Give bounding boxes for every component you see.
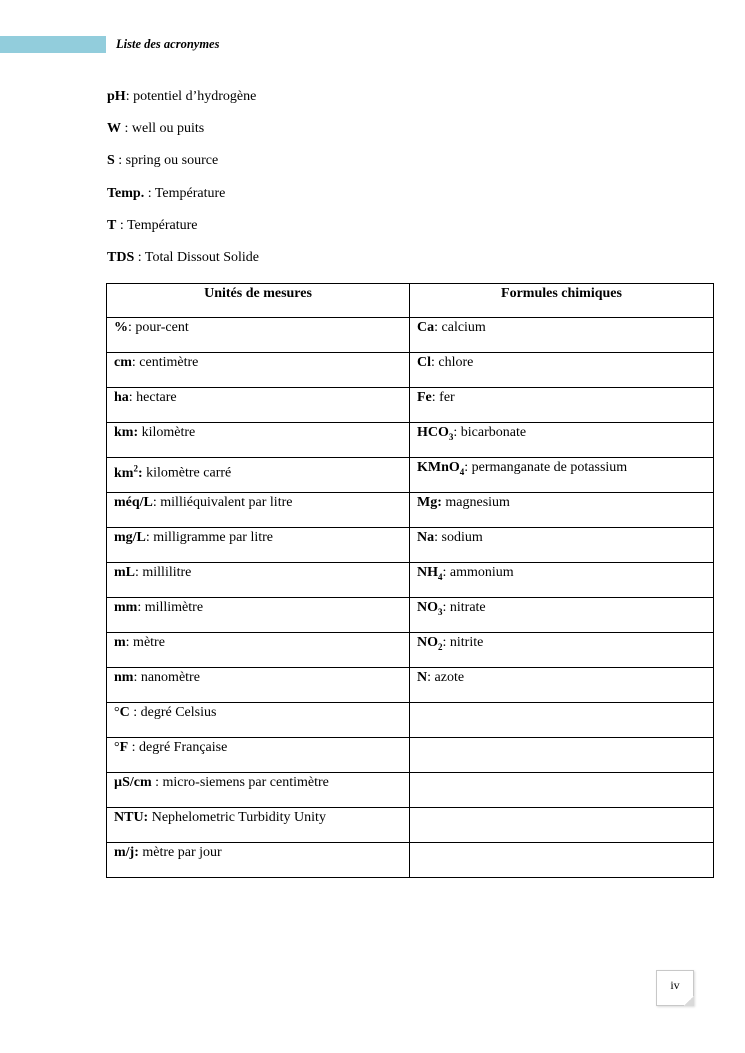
abbr-superscript: 2	[133, 463, 138, 473]
cell-definition: : nanomètre	[133, 670, 200, 685]
abbr-text: N	[417, 670, 428, 685]
table-header-row	[107, 284, 714, 318]
degree-symbol: °	[114, 740, 120, 755]
unit-cell	[107, 528, 410, 563]
abbr-subscript: 2	[438, 641, 443, 652]
formula-cell	[410, 703, 714, 738]
unit-cell	[107, 843, 410, 878]
unit-cell	[107, 808, 410, 843]
cell-abbr	[417, 635, 443, 650]
cell-abbr	[114, 845, 139, 860]
cell-abbr	[114, 495, 153, 510]
unit-cell	[107, 738, 410, 773]
acronym-item	[107, 218, 198, 234]
abbr-text: Fe	[417, 390, 432, 405]
abbr-text: %	[114, 320, 128, 335]
abbr-text: km	[114, 465, 134, 481]
acronym-item	[107, 153, 218, 169]
table-row	[107, 703, 714, 738]
table-row	[107, 493, 714, 528]
cell-definition: : sodium	[434, 530, 483, 545]
abbr-text: mL	[114, 565, 135, 580]
acronym-item	[107, 89, 256, 105]
abbr-text: Ca	[417, 320, 435, 335]
table-row	[107, 563, 714, 598]
cell-definition: mètre par jour	[138, 845, 222, 860]
units-formulas-table	[106, 283, 714, 878]
table-row	[107, 353, 714, 388]
abbr-suffix: :	[137, 465, 143, 481]
cell-definition: magnesium	[441, 495, 510, 510]
cell-definition: : ammonium	[442, 565, 514, 580]
abbr-text: mg/L	[114, 530, 146, 545]
abbr-text: Mg:	[417, 495, 442, 510]
cell-abbr	[417, 530, 434, 545]
cell-definition: : pour-cent	[128, 320, 189, 335]
cell-definition: : nitrite	[442, 635, 484, 650]
acronym-abbr: Temp.	[107, 186, 145, 201]
formula-cell	[410, 808, 714, 843]
unit-cell	[107, 318, 410, 353]
formula-cell	[410, 423, 714, 458]
cell-abbr	[114, 600, 137, 615]
cell-abbr	[114, 635, 126, 650]
acronym-definition: : Température	[144, 186, 226, 201]
column-header-formulas: Formules chimiques	[410, 284, 714, 318]
abbr-text: km:	[114, 425, 139, 440]
cell-definition: : millilitre	[135, 565, 192, 580]
acronym-definition: : spring ou source	[114, 153, 219, 168]
formula-cell	[410, 493, 714, 528]
formula-cell	[410, 738, 714, 773]
abbr-text: mm	[114, 600, 138, 615]
abbr-text: NO	[417, 635, 438, 650]
unit-cell	[107, 773, 410, 808]
acronym-abbr: S	[107, 153, 115, 168]
abbr-subscript: 3	[448, 431, 454, 442]
cell-definition: : hectare	[128, 390, 177, 405]
cell-abbr	[114, 810, 148, 825]
cell-definition: : fer	[431, 390, 455, 405]
table-row	[107, 318, 714, 353]
cell-definition: : milliéquivalent par litre	[152, 495, 293, 510]
abbr-subscript: 4	[438, 571, 443, 582]
table-row	[107, 633, 714, 668]
page-curl-icon	[684, 996, 694, 1006]
header-accent-bar	[0, 36, 106, 53]
abbr-text: Cl	[417, 355, 431, 370]
unit-cell	[107, 353, 410, 388]
table-row	[107, 668, 714, 703]
page-number-box	[656, 970, 694, 1006]
cell-abbr	[417, 320, 434, 335]
unit-cell	[107, 703, 410, 738]
cell-abbr	[417, 425, 453, 440]
cell-definition: : millimètre	[137, 600, 204, 615]
formula-cell	[410, 528, 714, 563]
unit-cell	[107, 388, 410, 423]
cell-abbr	[114, 320, 128, 335]
acronym-abbr: TDS	[107, 250, 135, 265]
cell-abbr	[114, 425, 138, 440]
abbr-text: HCO	[417, 425, 449, 440]
cell-definition: : bicarbonate	[453, 425, 527, 440]
unit-cell	[107, 563, 410, 598]
abbr-text: nm	[114, 670, 134, 685]
acronym-definition: : Température	[116, 218, 198, 233]
formula-cell	[410, 633, 714, 668]
abbr-text: m	[114, 635, 126, 650]
formula-cell	[410, 458, 714, 493]
abbr-subscript: 3	[438, 606, 443, 617]
acronym-item	[107, 186, 225, 202]
column-header-units: Unités de mesures	[107, 284, 410, 318]
cell-abbr	[114, 670, 133, 685]
unit-cell	[107, 598, 410, 633]
cell-abbr	[114, 390, 129, 405]
cell-definition: : mètre	[125, 635, 165, 650]
cell-abbr	[417, 390, 432, 405]
abbr-text: ha	[114, 390, 129, 405]
cell-definition: : degré Celsius	[129, 705, 217, 720]
abbr-text: NTU:	[114, 810, 149, 825]
unit-cell	[107, 423, 410, 458]
abbr-text: cm	[114, 355, 132, 370]
acronym-abbr: T	[107, 218, 117, 233]
abbr-subscript: 4	[459, 466, 465, 477]
table-row	[107, 738, 714, 773]
cell-definition: : degré Française	[128, 740, 228, 755]
abbr-text: KMnO	[417, 460, 460, 475]
cell-definition: : chlore	[431, 355, 474, 370]
cell-definition: : permanganate de potassium	[464, 460, 628, 475]
formula-cell	[410, 773, 714, 808]
acronym-abbr: W	[107, 121, 121, 136]
abbr-text: NO	[417, 600, 438, 615]
unit-cell	[107, 668, 410, 703]
unit-cell	[107, 458, 410, 493]
table-row	[107, 843, 714, 878]
abbr-text: méq/L	[114, 495, 153, 510]
formula-cell	[410, 843, 714, 878]
cell-definition: Nephelometric Turbidity Unity	[148, 810, 326, 825]
cell-abbr	[417, 355, 431, 370]
cell-abbr	[114, 355, 132, 370]
table-row	[107, 598, 714, 633]
table-row	[107, 423, 714, 458]
abbr-text: NH	[417, 565, 438, 580]
unit-cell	[107, 493, 410, 528]
formula-cell	[410, 388, 714, 423]
cell-abbr	[114, 565, 135, 580]
cell-definition: kilomètre	[138, 425, 196, 440]
cell-abbr	[120, 740, 129, 755]
table-row	[107, 388, 714, 423]
cell-abbr	[114, 775, 152, 790]
degree-symbol: °	[114, 705, 120, 720]
table-row	[107, 808, 714, 843]
abbr-text: C	[119, 705, 130, 720]
acronym-abbr: pH	[107, 89, 126, 104]
cell-definition: : milligramme par litre	[145, 530, 274, 545]
table-body	[107, 318, 714, 878]
acronym-definition: : Total Dissout Solide	[134, 250, 260, 265]
cell-abbr	[417, 600, 443, 615]
cell-abbr	[417, 565, 443, 580]
formula-cell	[410, 353, 714, 388]
cell-abbr	[114, 530, 146, 545]
page-header-title: Liste des acronymes	[116, 37, 220, 51]
cell-abbr	[417, 670, 427, 685]
abbr-text: Na	[417, 530, 435, 545]
formula-cell	[410, 668, 714, 703]
acronym-item	[107, 250, 259, 266]
formula-cell	[410, 598, 714, 633]
abbr-text: m/j:	[114, 845, 139, 860]
cell-definition: : azote	[427, 670, 465, 685]
cell-definition: : micro-siemens par centimètre	[151, 775, 329, 790]
cell-abbr	[417, 495, 442, 510]
formula-cell	[410, 318, 714, 353]
cell-definition: : calcium	[434, 320, 486, 335]
abbr-text: F	[119, 740, 129, 755]
unit-cell	[107, 633, 410, 668]
acronym-definition: : potentiel d’hydrogène	[125, 89, 257, 104]
acronym-item	[107, 121, 204, 137]
cell-definition: : nitrate	[442, 600, 486, 615]
cell-abbr	[120, 705, 130, 720]
cell-abbr	[114, 463, 143, 481]
cell-definition: kilomètre carré	[142, 465, 232, 481]
cell-abbr	[417, 460, 464, 475]
table-row	[107, 773, 714, 808]
formula-cell	[410, 563, 714, 598]
page-number: iv	[670, 978, 680, 992]
abbr-text: µS/cm	[114, 775, 152, 790]
cell-definition: : centimètre	[131, 355, 199, 370]
table-row	[107, 528, 714, 563]
acronym-definition: : well ou puits	[121, 121, 205, 136]
table-row	[107, 458, 714, 493]
